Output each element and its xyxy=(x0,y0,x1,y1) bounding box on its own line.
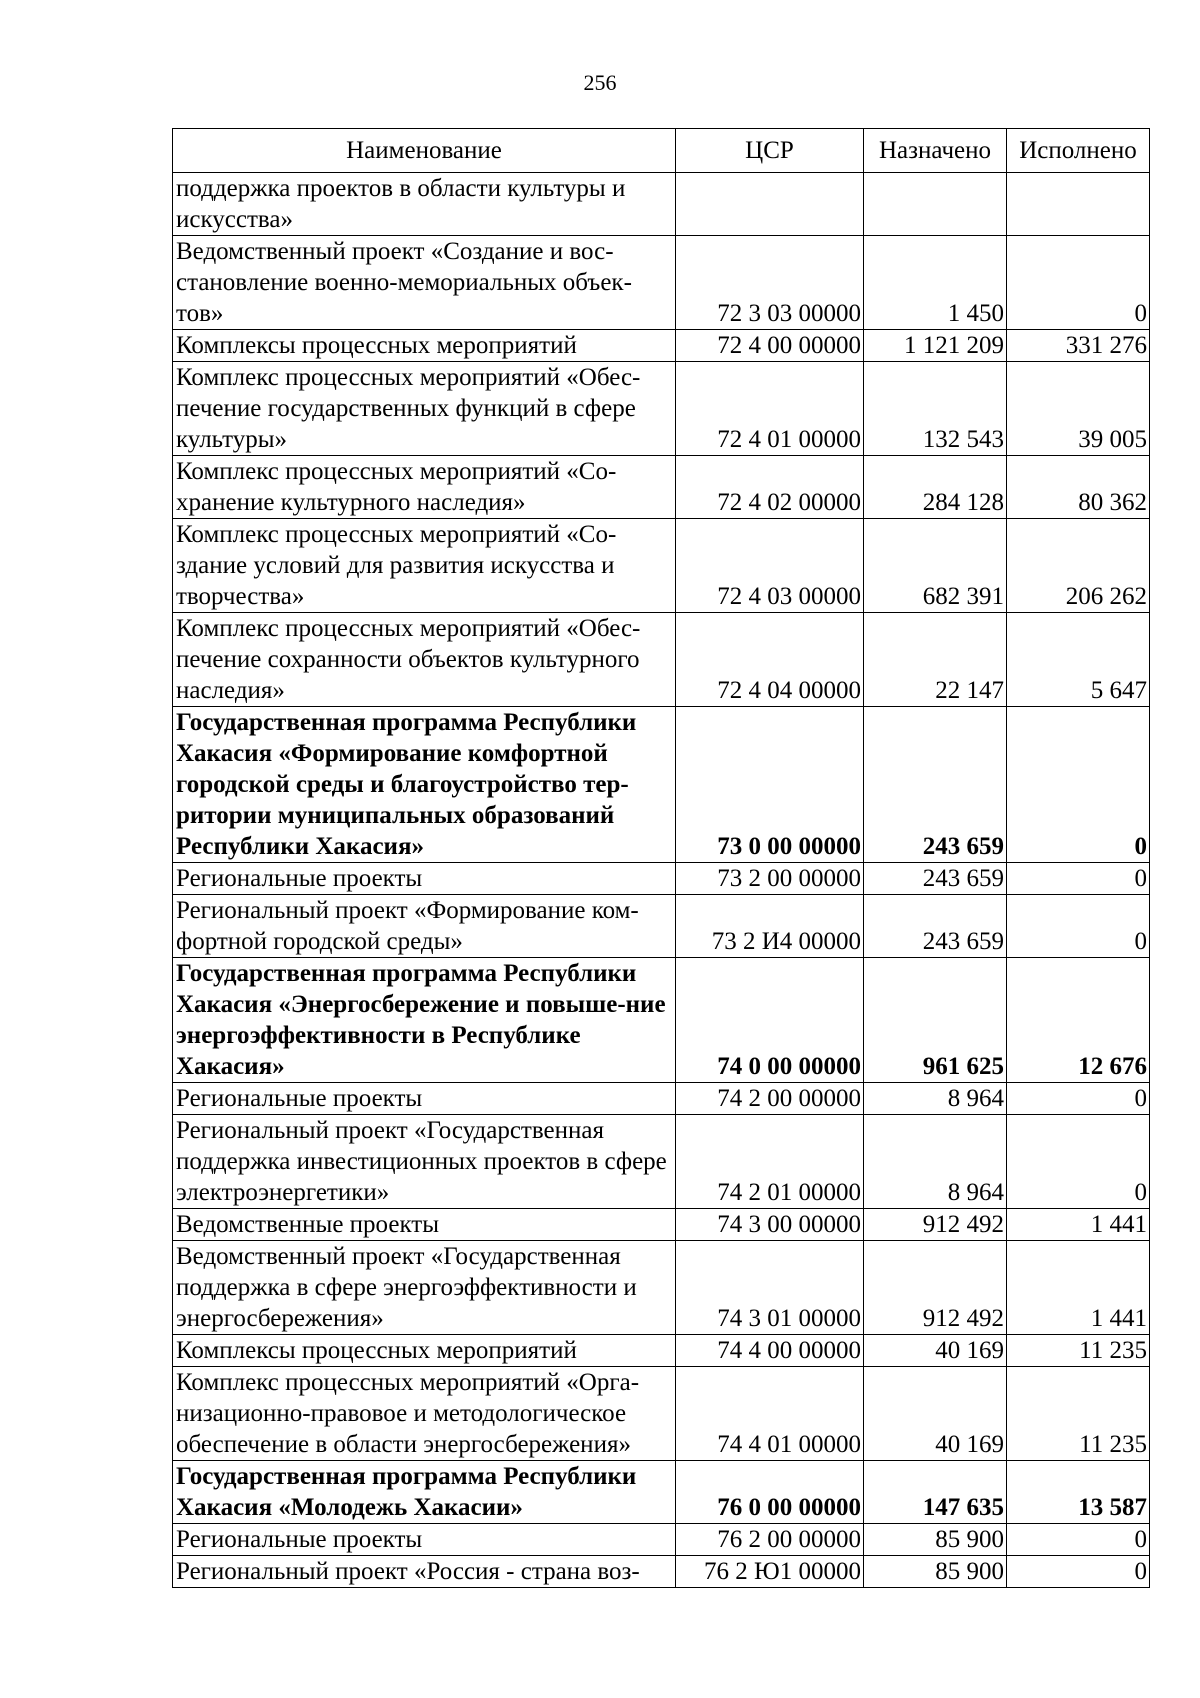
cell-executed: 1 441 xyxy=(1007,1209,1150,1241)
table-row xyxy=(173,1335,1150,1367)
budget-execution-table xyxy=(172,128,1150,1588)
cell-executed: 0 xyxy=(1007,895,1150,958)
header-executed: Исполнено xyxy=(1007,129,1150,173)
cell-assigned: 1 121 209 xyxy=(864,330,1007,362)
cell-csr: 74 4 01 00000 xyxy=(676,1367,864,1461)
cell-assigned: 85 900 xyxy=(864,1556,1007,1588)
cell-csr xyxy=(676,173,864,236)
cell-csr: 74 2 00 00000 xyxy=(676,1083,864,1115)
page-number: 256 xyxy=(583,70,617,95)
table-row xyxy=(173,1083,1150,1115)
cell-name: Ведомственные проекты xyxy=(173,1209,676,1241)
table-row xyxy=(173,456,1150,519)
cell-executed: 206 262 xyxy=(1007,519,1150,613)
cell-executed: 12 676 xyxy=(1007,958,1150,1083)
cell-name: Ведомственный проект «Создание и вос-становление военно-мемориальных объек-тов» xyxy=(173,236,676,330)
cell-name: поддержка проектов в области культуры и искусства» xyxy=(173,173,676,236)
cell-csr: 76 2 00 00000 xyxy=(676,1524,864,1556)
table-row xyxy=(173,958,1150,1083)
table-row xyxy=(173,362,1150,456)
cell-executed: 0 xyxy=(1007,863,1150,895)
table-row xyxy=(173,1367,1150,1461)
cell-assigned: 1 450 xyxy=(864,236,1007,330)
cell-name: Комплексы процессных мероприятий xyxy=(173,1335,676,1367)
table-row xyxy=(173,236,1150,330)
cell-executed: 0 xyxy=(1007,1556,1150,1588)
cell-csr: 72 4 02 00000 xyxy=(676,456,864,519)
cell-executed: 11 235 xyxy=(1007,1367,1150,1461)
cell-executed: 5 647 xyxy=(1007,613,1150,707)
cell-csr: 72 4 01 00000 xyxy=(676,362,864,456)
cell-assigned: 147 635 xyxy=(864,1461,1007,1524)
cell-csr: 74 3 01 00000 xyxy=(676,1241,864,1335)
cell-assigned xyxy=(864,173,1007,236)
table-row xyxy=(173,863,1150,895)
cell-name: Государственная программа Республики Хакасия «Энергосбережение и повыше-ние энергоэффективности в Республике Хакасия» xyxy=(173,958,676,1083)
cell-assigned: 243 659 xyxy=(864,707,1007,863)
cell-name: Региональный проект «Россия - страна воз- xyxy=(173,1556,676,1588)
cell-assigned: 243 659 xyxy=(864,895,1007,958)
header-assigned: Назначено xyxy=(864,129,1007,173)
cell-assigned: 912 492 xyxy=(864,1209,1007,1241)
cell-csr: 74 4 00 00000 xyxy=(676,1335,864,1367)
cell-executed: 1 441 xyxy=(1007,1241,1150,1335)
table-row xyxy=(173,1115,1150,1209)
cell-executed: 0 xyxy=(1007,1115,1150,1209)
cell-name: Региональные проекты xyxy=(173,1524,676,1556)
cell-executed: 11 235 xyxy=(1007,1335,1150,1367)
cell-csr: 76 2 Ю1 00000 xyxy=(676,1556,864,1588)
cell-csr: 72 3 03 00000 xyxy=(676,236,864,330)
cell-executed: 0 xyxy=(1007,1083,1150,1115)
table-row xyxy=(173,895,1150,958)
table-row xyxy=(173,1524,1150,1556)
cell-name: Региональные проекты xyxy=(173,1083,676,1115)
cell-executed: 331 276 xyxy=(1007,330,1150,362)
cell-name: Региональный проект «Государственная поддержка инвестиционных проектов в сфере электроэнергетики» xyxy=(173,1115,676,1209)
cell-csr: 74 2 01 00000 xyxy=(676,1115,864,1209)
cell-name: Комплекс процессных мероприятий «Со-здание условий для развития искусства и творчества» xyxy=(173,519,676,613)
header-name: Наименование xyxy=(173,129,676,173)
cell-name: Комплекс процессных мероприятий «Обес-печение сохранности объектов культурного наследия» xyxy=(173,613,676,707)
table-row xyxy=(173,613,1150,707)
cell-name: Комплекс процессных мероприятий «Обес-печение государственных функций в сфере культуры» xyxy=(173,362,676,456)
cell-assigned: 961 625 xyxy=(864,958,1007,1083)
cell-csr: 73 2 00 00000 xyxy=(676,863,864,895)
cell-assigned: 22 147 xyxy=(864,613,1007,707)
cell-name: Комплекс процессных мероприятий «Орга-низационно-правовое и методологическое обеспечение в области энергосбережения» xyxy=(173,1367,676,1461)
cell-csr: 74 0 00 00000 xyxy=(676,958,864,1083)
cell-executed: 39 005 xyxy=(1007,362,1150,456)
table-row xyxy=(173,1556,1150,1588)
cell-csr: 73 0 00 00000 xyxy=(676,707,864,863)
header-csr: ЦСР xyxy=(676,129,864,173)
cell-assigned: 8 964 xyxy=(864,1115,1007,1209)
cell-name: Региональный проект «Формирование ком-фортной городской среды» xyxy=(173,895,676,958)
cell-assigned: 132 543 xyxy=(864,362,1007,456)
cell-assigned: 40 169 xyxy=(864,1367,1007,1461)
table-row xyxy=(173,519,1150,613)
cell-csr: 72 4 04 00000 xyxy=(676,613,864,707)
cell-executed: 0 xyxy=(1007,236,1150,330)
cell-executed: 80 362 xyxy=(1007,456,1150,519)
cell-executed xyxy=(1007,173,1150,236)
cell-csr: 72 4 03 00000 xyxy=(676,519,864,613)
cell-executed: 0 xyxy=(1007,1524,1150,1556)
cell-executed: 13 587 xyxy=(1007,1461,1150,1524)
table-header-row xyxy=(173,129,1150,173)
cell-csr: 74 3 00 00000 xyxy=(676,1209,864,1241)
cell-name: Региональные проекты xyxy=(173,863,676,895)
cell-name: Ведомственный проект «Государственная поддержка в сфере энергоэффективности и энергосбережения» xyxy=(173,1241,676,1335)
table-row xyxy=(173,1209,1150,1241)
cell-csr: 72 4 00 00000 xyxy=(676,330,864,362)
table-row xyxy=(173,1241,1150,1335)
cell-assigned: 912 492 xyxy=(864,1241,1007,1335)
cell-assigned: 284 128 xyxy=(864,456,1007,519)
cell-assigned: 682 391 xyxy=(864,519,1007,613)
cell-csr: 76 0 00 00000 xyxy=(676,1461,864,1524)
cell-assigned: 243 659 xyxy=(864,863,1007,895)
table-row xyxy=(173,330,1150,362)
table-body xyxy=(173,173,1150,1588)
cell-name: Государственная программа Республики Хакасия «Молодежь Хакасии» xyxy=(173,1461,676,1524)
cell-assigned: 40 169 xyxy=(864,1335,1007,1367)
cell-name: Комплекс процессных мероприятий «Со-хранение культурного наследия» xyxy=(173,456,676,519)
cell-name: Государственная программа Республики Хакасия «Формирование комфортной городской среды и благоустройство тер-ритории муниципальных образований Республики Хакасия» xyxy=(173,707,676,863)
cell-name: Комплексы процессных мероприятий xyxy=(173,330,676,362)
cell-assigned: 8 964 xyxy=(864,1083,1007,1115)
cell-csr: 73 2 И4 00000 xyxy=(676,895,864,958)
table-row xyxy=(173,707,1150,863)
cell-executed: 0 xyxy=(1007,707,1150,863)
table-row xyxy=(173,1461,1150,1524)
cell-assigned: 85 900 xyxy=(864,1524,1007,1556)
table-row xyxy=(173,173,1150,236)
